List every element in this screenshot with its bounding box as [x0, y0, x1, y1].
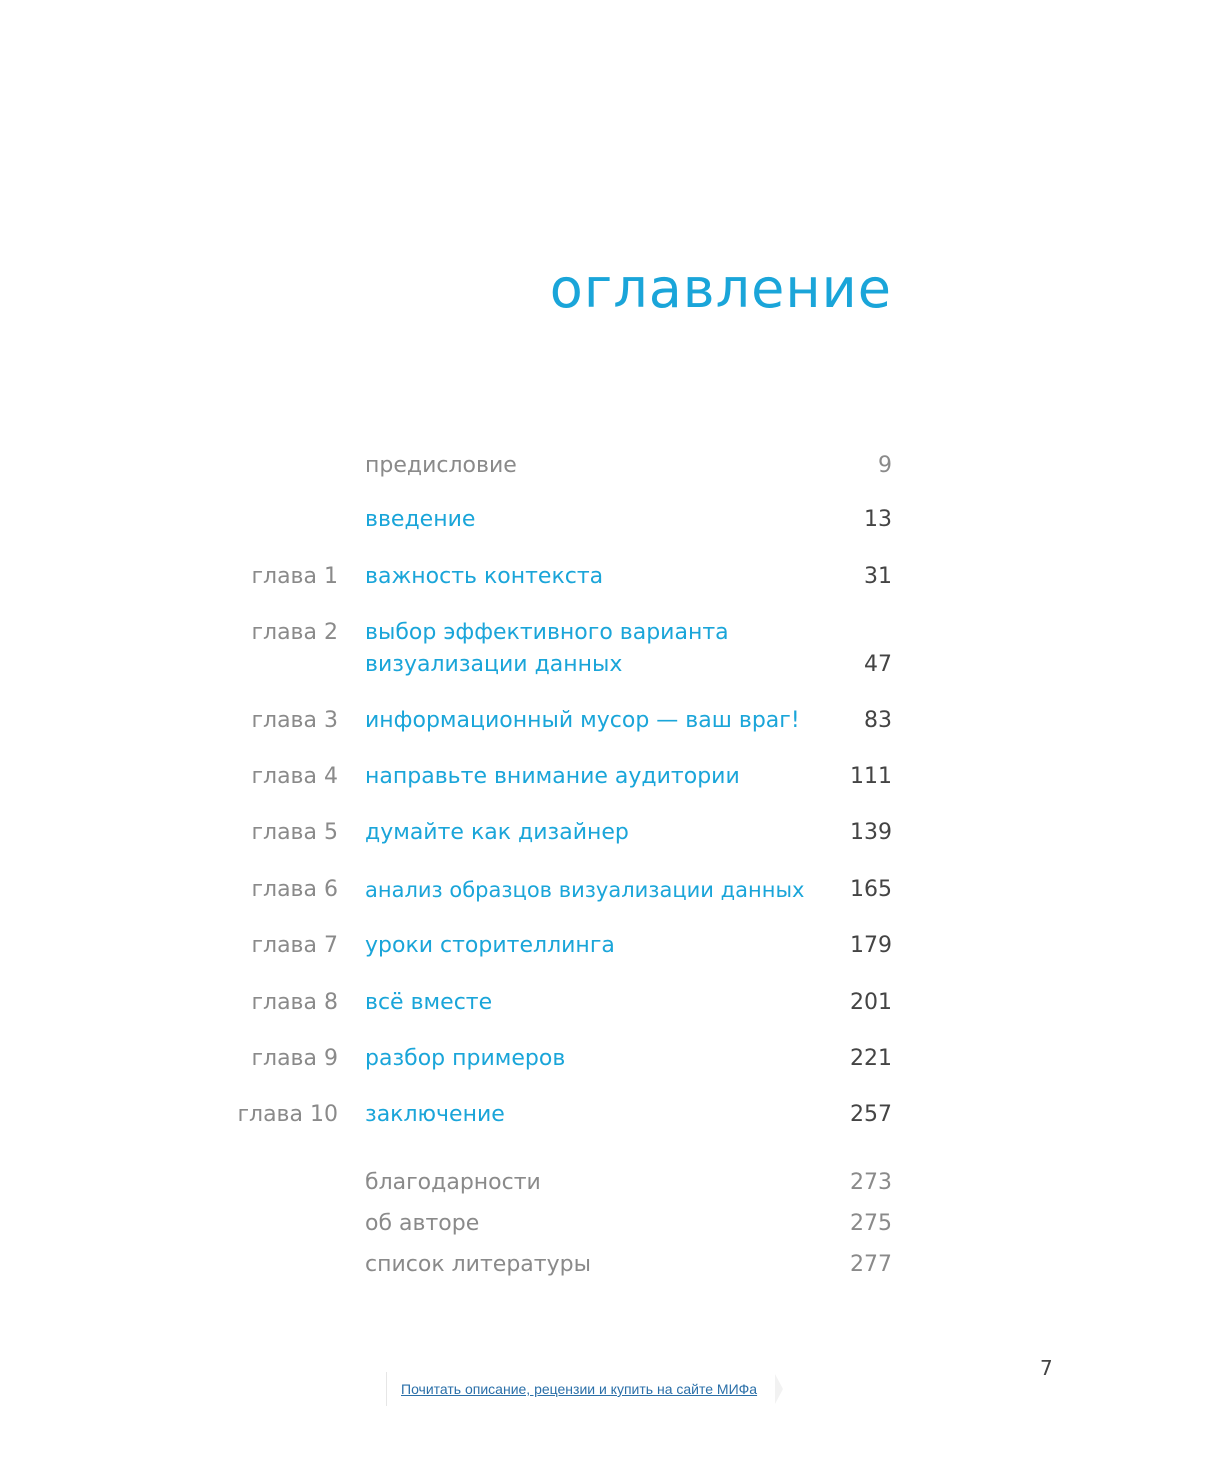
toc-chapter-label: глава 6 [251, 877, 338, 902]
toc-chapter-label: глава 4 [251, 764, 338, 789]
toc-title[interactable]: об авторе [365, 1211, 480, 1236]
toc-page-number: 139 [850, 820, 892, 845]
toc-page-number: 47 [864, 652, 892, 677]
toc-page-number: 179 [850, 933, 892, 958]
toc-chapter-label: глава 10 [237, 1102, 338, 1127]
toc-page-number: 201 [850, 990, 892, 1015]
toc-page-number: 275 [850, 1211, 892, 1236]
toc-title[interactable]: заключение [365, 1102, 505, 1127]
promo-link[interactable]: Почитать описание, рецензии и купить на сайте МИФа [401, 1381, 758, 1397]
toc-page-number: 165 [850, 877, 892, 902]
toc-page-number: 9 [878, 453, 892, 478]
toc-title[interactable]: анализ образцов визуализации данных [365, 878, 805, 902]
page-title: оглавление [549, 257, 892, 320]
toc-title[interactable]: уроки сторителлинга [365, 933, 615, 958]
toc-page-number: 83 [864, 708, 892, 733]
toc-title[interactable]: список литературы [365, 1252, 591, 1277]
toc-page-number: 31 [864, 564, 892, 589]
toc-title[interactable]: предисловие [365, 453, 517, 478]
toc-chapter-label: глава 2 [251, 620, 338, 645]
toc-title[interactable]: важность контекста [365, 564, 604, 589]
toc-title[interactable]: благодарности [365, 1170, 541, 1195]
toc-page-number: 273 [850, 1170, 892, 1195]
toc-title-continued[interactable]: визуализации данных [365, 652, 623, 677]
toc-page-number: 277 [850, 1252, 892, 1277]
toc-chapter-label: глава 9 [251, 1046, 338, 1071]
toc-title[interactable]: информационный мусор — ваш враг! [365, 708, 800, 733]
toc-title[interactable]: введение [365, 507, 476, 532]
toc-title[interactable]: разбор примеров [365, 1046, 566, 1071]
toc-page-number: 13 [864, 507, 892, 532]
toc-title[interactable]: думайте как дизайнер [365, 820, 629, 845]
toc-page-number: 111 [850, 764, 892, 789]
toc-chapter-label: глава 5 [251, 820, 338, 845]
arrow-right-icon [775, 1374, 783, 1404]
toc-chapter-label: глава 3 [251, 708, 338, 733]
promo-banner[interactable] [386, 1372, 775, 1406]
toc-chapter-label: глава 7 [251, 933, 338, 958]
page-number: 7 [1040, 1356, 1053, 1380]
toc-title[interactable]: всё вместе [365, 990, 493, 1015]
toc-chapter-label: глава 8 [251, 990, 338, 1015]
toc-title[interactable]: выбор эффективного варианта [365, 620, 729, 645]
toc-page-number: 221 [850, 1046, 892, 1071]
toc-title[interactable]: направьте внимание аудитории [365, 764, 740, 789]
toc-chapter-label: глава 1 [251, 564, 338, 589]
toc-page-number: 257 [850, 1102, 892, 1127]
